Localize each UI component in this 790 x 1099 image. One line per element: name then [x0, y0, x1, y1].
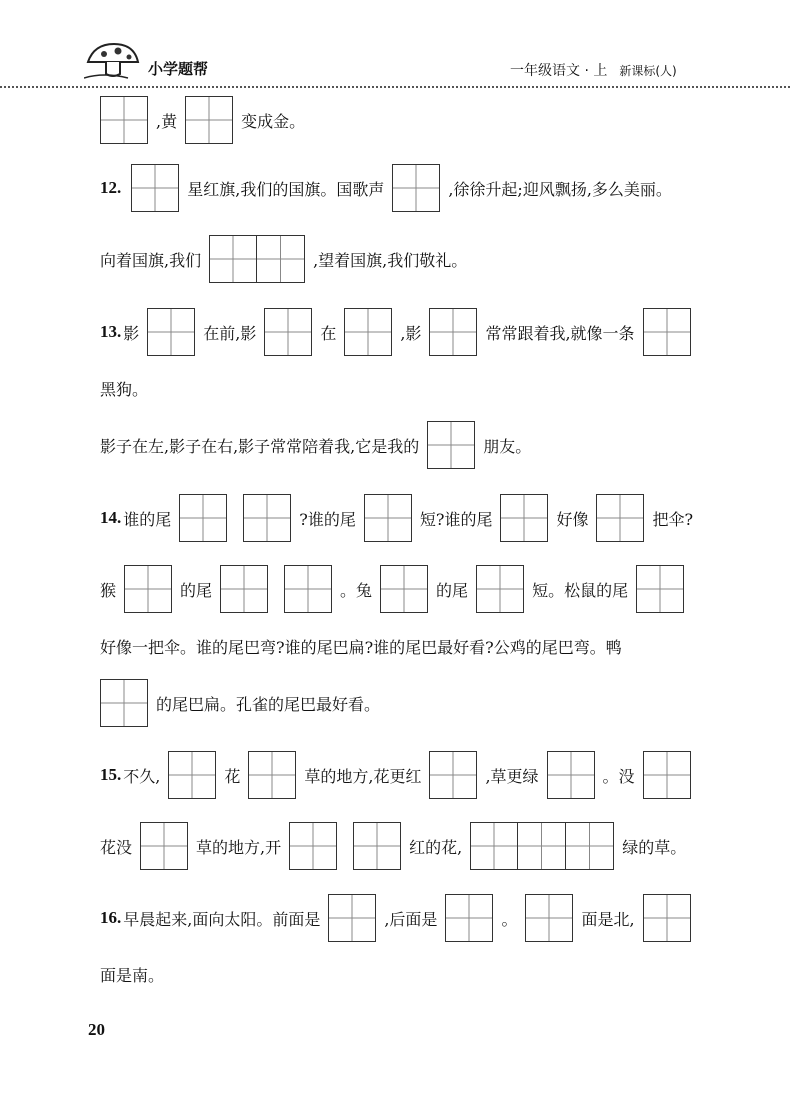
answer-box-group[interactable]: [636, 565, 684, 613]
exercise-line: [100, 419, 531, 471]
exercise-text: ,影: [400, 323, 422, 343]
answer-box-group[interactable]: [147, 308, 195, 356]
tianzige-answer-box[interactable]: [429, 751, 477, 799]
exercise-text: 面是北,: [581, 909, 635, 929]
question-number: 15.: [100, 765, 122, 784]
answer-box-group[interactable]: [643, 308, 691, 356]
tianzige-answer-box[interactable]: [500, 494, 548, 542]
exercise-line: [100, 563, 692, 615]
answer-box-group[interactable]: [328, 894, 376, 942]
tianzige-answer-box[interactable]: [547, 751, 595, 799]
tianzige-answer-box[interactable]: [445, 894, 493, 942]
mushroom-logo-icon: [84, 40, 144, 82]
tianzige-answer-box[interactable]: [140, 822, 188, 870]
exercise-text: 的尾巴扁。孔雀的尾巴最好看。: [156, 694, 381, 714]
tianzige-answer-box[interactable]: [643, 751, 691, 799]
exercise-text: 变成金。: [241, 111, 306, 131]
answer-box-group[interactable]: [427, 421, 475, 469]
exercise-text: ,徐徐升起;迎风飘扬,多么美丽。: [448, 179, 672, 199]
exercise-text: 。没: [602, 766, 635, 786]
brand-title: 小学题帮: [148, 60, 209, 78]
question-number: 13.: [100, 322, 122, 341]
exercise-text: 草的地方,花更红: [304, 766, 422, 786]
exercise-text: 星红旗,我们的国旗。国歌声: [187, 179, 385, 199]
exercise-text: ,黄: [156, 111, 178, 131]
exercise-text: 影子在左,影子在右,影子常常陪着我,它是我的: [100, 436, 420, 456]
exercise-text: 谁的尾: [123, 509, 172, 529]
exercise-line: [100, 948, 164, 1000]
exercise-text: 影: [123, 323, 140, 343]
dotted-divider: [0, 86, 790, 88]
exercise-text: 的尾: [436, 580, 469, 600]
answer-box-group[interactable]: [547, 751, 595, 799]
exercise-line: [100, 94, 305, 146]
answer-box-group[interactable]: [179, 494, 227, 542]
answer-box-group[interactable]: [289, 822, 337, 870]
page-number: 20: [88, 1020, 105, 1039]
tianzige-answer-box[interactable]: [264, 308, 312, 356]
tianzige-answer-box[interactable]: [131, 164, 179, 212]
exercise-text: 面是南。: [100, 965, 165, 985]
exercise-text: 花: [224, 766, 241, 786]
exercise-text: 短。松鼠的尾: [532, 580, 629, 600]
exercise-text: 的尾: [180, 580, 213, 600]
answer-box-group[interactable]: [500, 494, 548, 542]
tianzige-answer-box[interactable]: [476, 565, 524, 613]
tianzige-answer-box[interactable]: [643, 894, 691, 942]
header-subject: [510, 60, 677, 80]
exercise-text: ?谁的尾: [299, 509, 356, 529]
tianzige-answer-box[interactable]: [248, 751, 296, 799]
exercise-line: [100, 620, 622, 672]
tianzige-answer-box[interactable]: [380, 565, 428, 613]
answer-box-group[interactable]: [284, 565, 332, 613]
answer-box-group[interactable]: [344, 308, 392, 356]
exercise-text: 猴: [100, 580, 117, 600]
tianzige-answer-box[interactable]: [168, 751, 216, 799]
answer-box-group[interactable]: [248, 751, 296, 799]
answer-box-group[interactable]: [364, 494, 412, 542]
tianzige-answer-box[interactable]: [566, 822, 614, 870]
exercise-text: ,望着国旗,我们敬礼。: [313, 250, 468, 270]
exercise-line: [100, 162, 672, 214]
exercise-line: [100, 892, 699, 944]
answer-box-group[interactable]: [140, 822, 188, 870]
exercise-text: 常常跟着我,就像一条: [485, 323, 635, 343]
tianzige-answer-box[interactable]: [643, 308, 691, 356]
subject-label: 一年级语文 · 上: [510, 63, 608, 79]
tianzige-answer-box[interactable]: [257, 235, 305, 283]
answer-box-group[interactable]: [643, 751, 691, 799]
exercise-line: [100, 749, 699, 801]
tianzige-answer-box[interactable]: [243, 494, 291, 542]
tianzige-answer-box[interactable]: [209, 235, 257, 283]
answer-box-group[interactable]: [220, 565, 268, 613]
exercise-text: 花没: [100, 837, 133, 857]
exercise-text: 朋友。: [483, 436, 532, 456]
answer-box-group[interactable]: [429, 308, 477, 356]
tianzige-answer-box[interactable]: [392, 164, 440, 212]
tianzige-answer-box[interactable]: [344, 308, 392, 356]
exercise-text: 早晨起来,面向太阳。前面是: [123, 909, 321, 929]
answer-box-group[interactable]: [525, 894, 573, 942]
answer-box-group[interactable]: [264, 308, 312, 356]
tianzige-answer-box[interactable]: [124, 565, 172, 613]
exercise-text: 红的花,: [409, 837, 463, 857]
exercise-text: 好像: [556, 509, 589, 529]
tianzige-answer-box[interactable]: [147, 308, 195, 356]
answer-box-group[interactable]: [596, 494, 644, 542]
exercise-line: [100, 233, 467, 285]
tianzige-answer-box[interactable]: [470, 822, 518, 870]
exercise-text: 短?谁的尾: [419, 509, 493, 529]
tianzige-answer-box[interactable]: [289, 822, 337, 870]
answer-box-group[interactable]: [392, 164, 440, 212]
exercise-text: 在前,影: [203, 323, 257, 343]
answer-box-group[interactable]: [100, 96, 148, 144]
answer-box-group[interactable]: [643, 894, 691, 942]
answer-box-group[interactable]: [168, 751, 216, 799]
answer-box-group[interactable]: [429, 751, 477, 799]
question-number: 12.: [100, 178, 122, 197]
exercise-text: ,后面是: [384, 909, 438, 929]
answer-box-group[interactable]: [100, 679, 148, 727]
tianzige-answer-box[interactable]: [328, 894, 376, 942]
answer-box-group[interactable]: [380, 565, 428, 613]
answer-box-group[interactable]: [470, 822, 614, 870]
exercise-text: 黑狗。: [100, 379, 149, 399]
answer-box-group[interactable]: [476, 565, 524, 613]
page-header: [0, 0, 790, 95]
exercise-text: 。兔: [340, 580, 373, 600]
exercise-line: [100, 306, 699, 358]
exercise-text: 草的地方,开: [196, 837, 282, 857]
exercise-text: 向着国旗,我们: [100, 250, 202, 270]
question-number: 14.: [100, 508, 122, 527]
exercise-text: 不久,: [123, 766, 161, 786]
exercise-text: 。: [501, 909, 518, 929]
tianzige-answer-box[interactable]: [185, 96, 233, 144]
answer-box-group[interactable]: [185, 96, 233, 144]
tianzige-answer-box[interactable]: [596, 494, 644, 542]
tianzige-answer-box[interactable]: [100, 679, 148, 727]
tianzige-answer-box[interactable]: [353, 822, 401, 870]
edition-label: 新课标(人): [619, 64, 677, 78]
answer-box-group[interactable]: [131, 164, 179, 212]
exercise-text: 好像一把伞。谁的尾巴弯?谁的尾巴扁?谁的尾巴最好看?公鸡的尾巴弯。鸭: [100, 637, 622, 657]
exercise-text: 把伞?: [652, 509, 694, 529]
tianzige-answer-box[interactable]: [427, 421, 475, 469]
answer-box-group[interactable]: [445, 894, 493, 942]
tianzige-answer-box[interactable]: [364, 494, 412, 542]
exercise-line: [100, 820, 686, 872]
question-number: 16.: [100, 908, 122, 927]
tianzige-answer-box[interactable]: [636, 565, 684, 613]
tianzige-answer-box[interactable]: [429, 308, 477, 356]
exercise-line: [100, 362, 148, 414]
tianzige-answer-box[interactable]: [525, 894, 573, 942]
answer-box-group[interactable]: [243, 494, 291, 542]
exercise-line: [100, 492, 693, 544]
tianzige-answer-box[interactable]: [284, 565, 332, 613]
tianzige-answer-box[interactable]: [179, 494, 227, 542]
exercise-text: 绿的草。: [622, 837, 687, 857]
exercise-text: 在: [320, 323, 337, 343]
exercise-text: ,草更绿: [485, 766, 539, 786]
tianzige-answer-box[interactable]: [518, 822, 566, 870]
answer-box-group[interactable]: [209, 235, 305, 283]
answer-box-group[interactable]: [353, 822, 401, 870]
tianzige-answer-box[interactable]: [100, 96, 148, 144]
tianzige-answer-box[interactable]: [220, 565, 268, 613]
exercise-line: [100, 677, 380, 729]
answer-box-group[interactable]: [124, 565, 172, 613]
